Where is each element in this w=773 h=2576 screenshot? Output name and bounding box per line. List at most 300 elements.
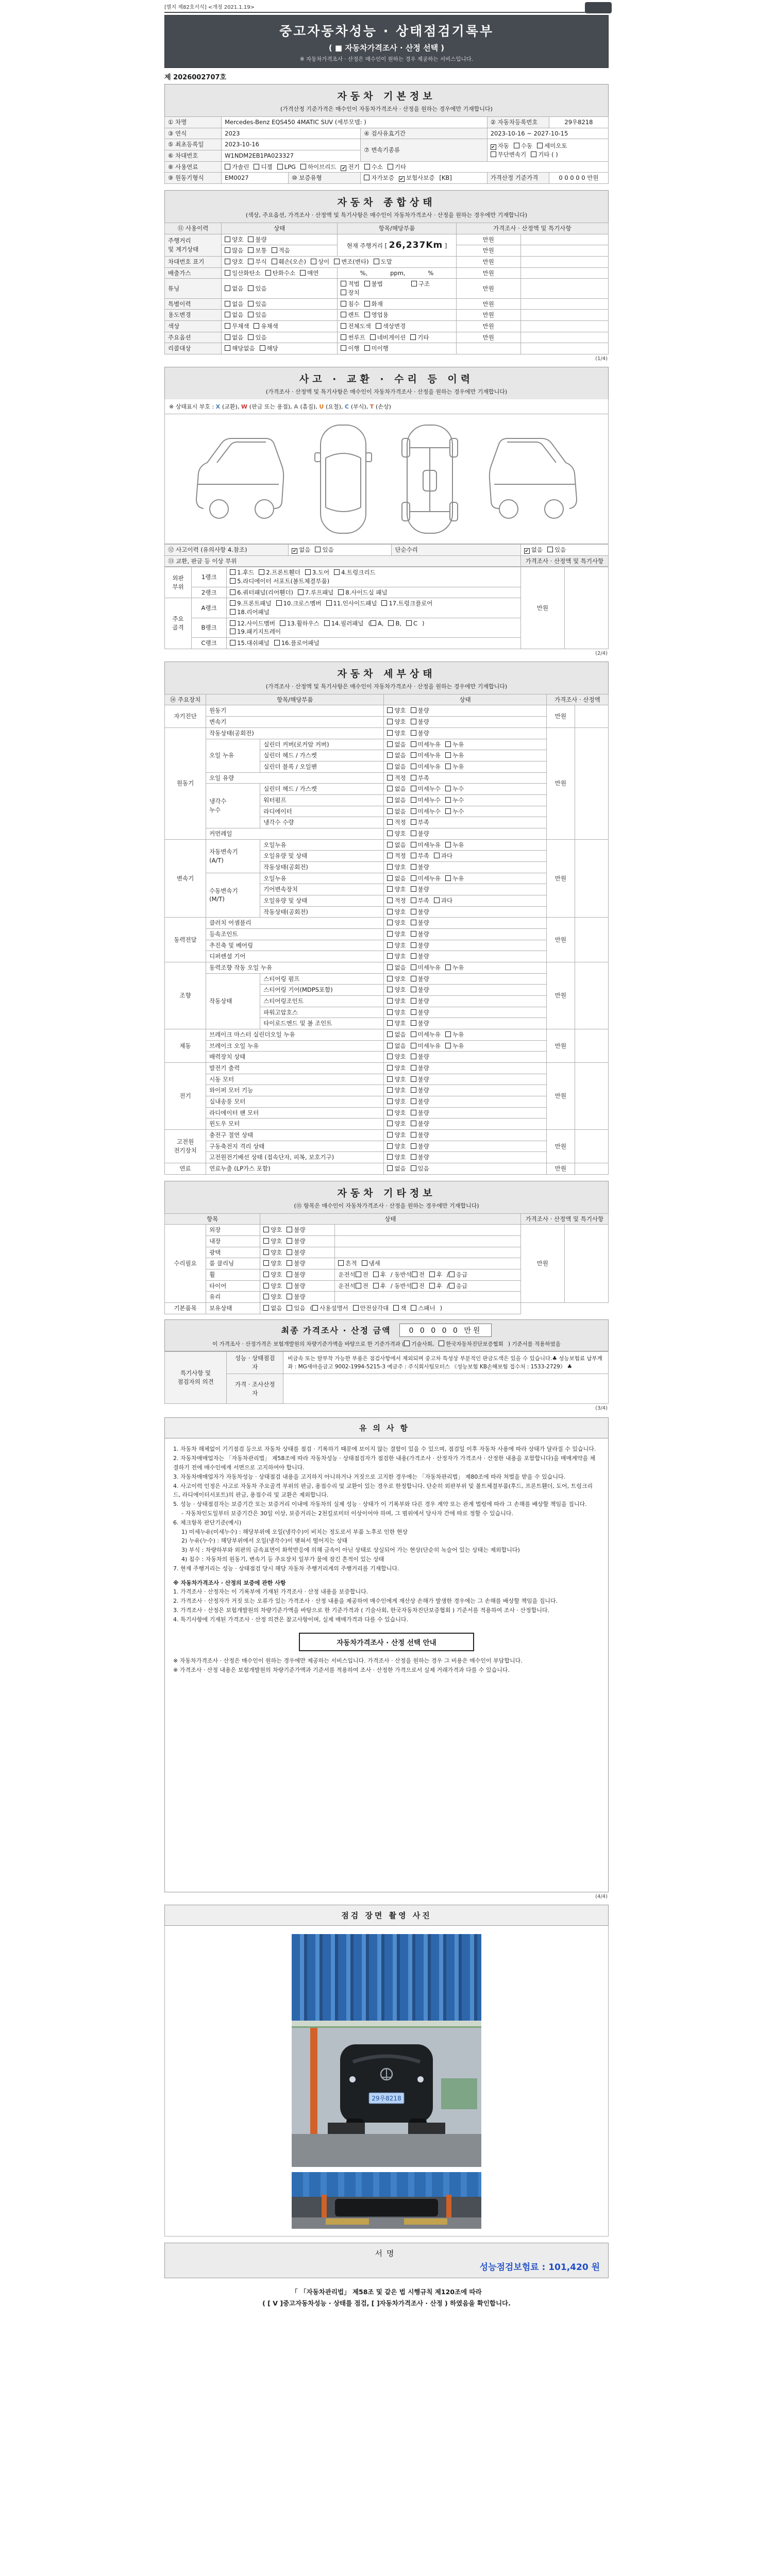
checkbox-icon[interactable] bbox=[387, 808, 393, 814]
checkbox-icon[interactable] bbox=[411, 786, 416, 791]
checkbox-icon[interactable] bbox=[429, 1272, 435, 1277]
checkbox-icon[interactable] bbox=[225, 259, 230, 264]
checkbox-icon[interactable] bbox=[411, 1098, 416, 1104]
checkbox-icon[interactable] bbox=[225, 164, 230, 170]
checkbox-icon[interactable] bbox=[364, 301, 370, 307]
checkbox-option[interactable] bbox=[387, 1053, 406, 1061]
checkbox-option[interactable] bbox=[341, 333, 365, 342]
checkbox-icon[interactable] bbox=[260, 345, 265, 351]
checkbox-icon[interactable] bbox=[356, 1272, 361, 1277]
checkbox-icon[interactable] bbox=[225, 285, 230, 291]
checkbox-option[interactable] bbox=[411, 1030, 441, 1039]
checkbox-icon[interactable] bbox=[312, 1305, 318, 1311]
checkbox-option[interactable] bbox=[298, 588, 333, 597]
checkbox-icon[interactable] bbox=[341, 345, 346, 351]
checkbox-option[interactable] bbox=[429, 1270, 442, 1279]
checkbox-icon[interactable] bbox=[248, 259, 254, 264]
checkbox-option[interactable] bbox=[225, 333, 243, 342]
checkbox-option[interactable] bbox=[254, 163, 272, 172]
checkbox-icon[interactable] bbox=[230, 609, 236, 615]
checkbox-icon[interactable] bbox=[411, 707, 416, 713]
checkbox-option[interactable] bbox=[387, 1142, 406, 1151]
checkbox-option[interactable] bbox=[287, 1304, 305, 1313]
checkbox-option[interactable] bbox=[353, 1304, 389, 1313]
checkbox-icon[interactable] bbox=[381, 600, 387, 606]
checkbox-icon[interactable] bbox=[248, 236, 254, 242]
checkbox-icon[interactable] bbox=[376, 323, 381, 329]
checkbox-option[interactable] bbox=[263, 1226, 282, 1234]
checkbox-option[interactable] bbox=[276, 599, 322, 608]
checkbox-option[interactable] bbox=[411, 975, 429, 984]
checkbox-icon[interactable] bbox=[254, 164, 259, 170]
checkbox-option[interactable] bbox=[411, 852, 429, 860]
checkbox-option[interactable] bbox=[254, 322, 278, 331]
checkbox-icon[interactable] bbox=[287, 1283, 292, 1289]
checkbox-option[interactable] bbox=[412, 1270, 425, 1279]
checkbox-option[interactable] bbox=[225, 322, 249, 331]
checkbox-icon[interactable] bbox=[411, 1076, 416, 1082]
checkbox-icon[interactable] bbox=[263, 1227, 269, 1232]
checkbox-option[interactable] bbox=[388, 163, 406, 172]
checkbox-icon[interactable] bbox=[387, 831, 393, 836]
checkbox-option[interactable] bbox=[387, 1008, 406, 1017]
checkbox-icon[interactable] bbox=[311, 259, 316, 264]
checkbox-icon[interactable] bbox=[411, 864, 416, 870]
checkbox-icon[interactable] bbox=[387, 976, 393, 981]
checkbox-icon[interactable] bbox=[387, 964, 393, 970]
checkbox-option[interactable] bbox=[411, 1120, 429, 1128]
checkbox-icon[interactable] bbox=[338, 1260, 344, 1266]
checkbox-icon[interactable] bbox=[334, 569, 340, 575]
checkbox-option[interactable] bbox=[439, 1340, 503, 1348]
checkbox-option[interactable] bbox=[387, 762, 406, 771]
checkbox-option[interactable] bbox=[265, 269, 295, 278]
checkbox-icon[interactable] bbox=[387, 730, 393, 736]
checkbox-icon[interactable] bbox=[225, 270, 230, 276]
checkbox-icon[interactable] bbox=[225, 236, 230, 242]
checkbox-icon[interactable] bbox=[387, 797, 393, 803]
checkbox-icon[interactable] bbox=[324, 620, 330, 626]
checkbox-option[interactable] bbox=[387, 1131, 406, 1140]
checkbox-icon[interactable] bbox=[445, 741, 451, 747]
checkbox-icon[interactable] bbox=[248, 312, 254, 317]
checkbox-icon[interactable] bbox=[230, 589, 236, 595]
checkbox-option[interactable] bbox=[434, 852, 452, 860]
checkbox-icon[interactable] bbox=[230, 629, 236, 634]
checkbox-icon[interactable] bbox=[387, 1054, 393, 1059]
checkbox-option[interactable] bbox=[387, 841, 406, 850]
checkbox-option[interactable] bbox=[364, 300, 383, 309]
checkbox-icon[interactable] bbox=[445, 752, 451, 758]
checkbox-option[interactable] bbox=[263, 1270, 282, 1279]
checkbox-option[interactable] bbox=[387, 908, 406, 917]
checkbox-option[interactable] bbox=[312, 1304, 348, 1313]
checkbox-option[interactable] bbox=[225, 235, 243, 244]
checkbox-icon[interactable] bbox=[298, 589, 304, 595]
checkbox-option[interactable] bbox=[338, 588, 387, 597]
checkbox-option[interactable] bbox=[326, 599, 377, 608]
checkbox-icon[interactable] bbox=[263, 1238, 269, 1244]
checkbox-option[interactable] bbox=[411, 1164, 429, 1173]
checkbox-option[interactable] bbox=[248, 333, 266, 342]
checkbox-icon[interactable] bbox=[531, 151, 536, 157]
checkbox-icon[interactable] bbox=[300, 270, 306, 276]
checkbox-option[interactable] bbox=[412, 1282, 425, 1291]
checkbox-icon[interactable] bbox=[374, 259, 379, 264]
checkbox-option[interactable] bbox=[230, 588, 293, 597]
checkbox-option[interactable] bbox=[434, 896, 452, 905]
checkbox-option[interactable] bbox=[311, 258, 329, 266]
checkbox-icon[interactable] bbox=[387, 953, 393, 959]
checkbox-icon[interactable] bbox=[491, 151, 496, 157]
checkbox-icon[interactable] bbox=[411, 920, 416, 925]
checkbox-option[interactable] bbox=[373, 1282, 386, 1291]
checkbox-option[interactable] bbox=[248, 284, 266, 293]
checkbox-option[interactable] bbox=[411, 1053, 429, 1061]
checkbox-icon[interactable] bbox=[411, 976, 416, 981]
checkbox-icon[interactable] bbox=[364, 312, 370, 317]
checkbox-option[interactable] bbox=[411, 796, 441, 805]
checkbox-icon[interactable] bbox=[411, 752, 416, 758]
checkbox-icon[interactable] bbox=[411, 1143, 416, 1149]
checkbox-option[interactable] bbox=[387, 718, 406, 726]
checkbox-option[interactable] bbox=[411, 280, 430, 289]
checkbox-icon[interactable] bbox=[411, 1009, 416, 1015]
checkbox-option[interactable] bbox=[411, 762, 441, 771]
checkbox-icon[interactable] bbox=[410, 334, 416, 340]
checkbox-option[interactable] bbox=[411, 1109, 429, 1117]
checkbox-icon[interactable] bbox=[446, 1271, 455, 1279]
checkbox-icon[interactable] bbox=[387, 942, 393, 948]
checkbox-icon[interactable] bbox=[353, 1305, 359, 1311]
checkbox-icon[interactable] bbox=[225, 334, 230, 340]
checkbox-option[interactable] bbox=[263, 1293, 282, 1301]
checkbox-icon[interactable] bbox=[248, 301, 254, 307]
checkbox-option[interactable] bbox=[387, 963, 406, 972]
checkbox-option[interactable] bbox=[387, 874, 406, 883]
checkbox-option[interactable] bbox=[356, 1282, 368, 1291]
checkbox-icon[interactable] bbox=[259, 569, 264, 575]
checkbox-option[interactable] bbox=[248, 311, 266, 319]
checkbox-option[interactable] bbox=[411, 718, 429, 726]
checkbox-icon[interactable] bbox=[387, 1031, 393, 1037]
checkbox-option[interactable] bbox=[445, 740, 464, 749]
checkbox-option[interactable] bbox=[411, 729, 429, 738]
checkbox-option[interactable] bbox=[393, 1304, 406, 1313]
checkbox-option[interactable] bbox=[387, 919, 406, 927]
checkbox-option[interactable] bbox=[387, 997, 406, 1006]
checkbox-option[interactable] bbox=[387, 796, 406, 805]
checkbox-option[interactable] bbox=[411, 1064, 429, 1073]
checkbox-option[interactable] bbox=[287, 1270, 305, 1279]
checkbox-option[interactable] bbox=[230, 639, 270, 648]
checkbox-icon[interactable] bbox=[387, 719, 393, 724]
checkbox-checked-icon[interactable] bbox=[399, 176, 405, 182]
checkbox-icon[interactable] bbox=[230, 620, 236, 626]
checkbox-icon[interactable] bbox=[411, 875, 416, 881]
checkbox-option[interactable] bbox=[411, 706, 429, 715]
checkbox-icon[interactable] bbox=[387, 853, 393, 858]
checkbox-icon[interactable] bbox=[387, 1020, 393, 1026]
checkbox-option[interactable] bbox=[300, 269, 318, 278]
checkbox-option[interactable] bbox=[248, 258, 266, 266]
checkbox-option[interactable] bbox=[387, 1153, 406, 1162]
checkbox-option[interactable] bbox=[287, 1282, 305, 1291]
checkbox-icon[interactable] bbox=[277, 164, 283, 170]
checkbox-icon[interactable] bbox=[411, 281, 417, 286]
checkbox-icon[interactable] bbox=[230, 569, 236, 575]
checkbox-option[interactable] bbox=[371, 619, 384, 628]
checkbox-option[interactable] bbox=[491, 142, 509, 150]
checkbox-icon[interactable] bbox=[404, 1341, 410, 1346]
checkbox-icon[interactable] bbox=[411, 886, 416, 892]
checkbox-icon[interactable] bbox=[411, 741, 416, 747]
checkbox-option[interactable] bbox=[248, 235, 266, 244]
checkbox-option[interactable] bbox=[387, 729, 406, 738]
checkbox-option[interactable] bbox=[387, 751, 406, 760]
checkbox-option[interactable] bbox=[356, 1270, 368, 1279]
checkbox-icon[interactable] bbox=[263, 1260, 269, 1266]
checkbox-icon[interactable] bbox=[445, 1031, 451, 1037]
checkbox-icon[interactable] bbox=[411, 1110, 416, 1115]
checkbox-icon[interactable] bbox=[364, 164, 370, 170]
checkbox-icon[interactable] bbox=[254, 323, 259, 329]
checkbox-option[interactable] bbox=[248, 300, 266, 309]
checkbox-icon[interactable] bbox=[263, 1305, 269, 1311]
checkbox-icon[interactable] bbox=[387, 987, 393, 992]
checkbox-option[interactable] bbox=[387, 1097, 406, 1106]
checkbox-option[interactable] bbox=[411, 1075, 429, 1084]
checkbox-icon[interactable] bbox=[387, 842, 393, 848]
checkbox-option[interactable] bbox=[263, 1282, 282, 1291]
checkbox-option[interactable] bbox=[387, 1109, 406, 1117]
checkbox-icon[interactable] bbox=[387, 819, 393, 825]
checkbox-option[interactable] bbox=[411, 1153, 429, 1162]
checkbox-option[interactable] bbox=[406, 619, 417, 628]
checkbox-icon[interactable] bbox=[411, 831, 416, 836]
checkbox-icon[interactable] bbox=[341, 312, 346, 317]
checkbox-icon[interactable] bbox=[230, 600, 236, 606]
checkbox-option[interactable] bbox=[387, 863, 406, 872]
checkbox-icon[interactable] bbox=[411, 1121, 416, 1126]
checkbox-option[interactable] bbox=[225, 344, 255, 353]
checkbox-icon[interactable] bbox=[248, 285, 254, 291]
checkbox-option[interactable] bbox=[411, 919, 429, 927]
checkbox-option[interactable] bbox=[445, 1042, 464, 1050]
checkbox-icon[interactable] bbox=[387, 775, 393, 781]
checkbox-icon[interactable] bbox=[445, 786, 451, 791]
checkbox-icon[interactable] bbox=[387, 1121, 393, 1126]
checkbox-icon[interactable] bbox=[445, 797, 451, 803]
checkbox-option[interactable] bbox=[376, 322, 406, 331]
checkbox-option[interactable] bbox=[324, 619, 364, 628]
checkbox-option[interactable] bbox=[305, 568, 329, 577]
checkbox-option[interactable] bbox=[445, 796, 464, 805]
checkbox-option[interactable] bbox=[411, 1131, 429, 1140]
checkbox-checked-icon[interactable] bbox=[524, 548, 530, 554]
checkbox-icon[interactable] bbox=[287, 1238, 292, 1244]
checkbox-icon[interactable] bbox=[373, 1283, 379, 1289]
checkbox-option[interactable] bbox=[411, 829, 429, 838]
checkbox-icon[interactable] bbox=[411, 719, 416, 724]
checkbox-icon[interactable] bbox=[387, 875, 393, 881]
checkbox-icon[interactable] bbox=[445, 1043, 451, 1048]
checkbox-icon[interactable] bbox=[373, 1272, 379, 1277]
checkbox-option[interactable] bbox=[225, 246, 243, 255]
checkbox-icon[interactable] bbox=[287, 1227, 292, 1232]
checkbox-option[interactable] bbox=[387, 807, 406, 816]
checkbox-option[interactable] bbox=[399, 174, 435, 182]
checkbox-icon[interactable] bbox=[445, 875, 451, 881]
checkbox-icon[interactable] bbox=[387, 707, 393, 713]
checkbox-icon[interactable] bbox=[387, 741, 393, 747]
checkbox-icon[interactable] bbox=[315, 547, 321, 552]
checkbox-option[interactable] bbox=[341, 289, 359, 297]
checkbox-option[interactable] bbox=[373, 1270, 386, 1279]
checkbox-option[interactable] bbox=[387, 852, 406, 860]
checkbox-icon[interactable] bbox=[280, 620, 285, 626]
checkbox-option[interactable] bbox=[263, 1237, 282, 1246]
checkbox-option[interactable] bbox=[429, 1282, 442, 1291]
checkbox-icon[interactable] bbox=[230, 640, 236, 646]
checkbox-option[interactable] bbox=[411, 908, 429, 917]
checkbox-option[interactable] bbox=[334, 568, 376, 577]
checkbox-option[interactable] bbox=[263, 1259, 282, 1268]
checkbox-option[interactable] bbox=[387, 941, 406, 950]
checkbox-icon[interactable] bbox=[387, 1087, 393, 1093]
checkbox-icon[interactable] bbox=[263, 1249, 269, 1255]
checkbox-option[interactable] bbox=[230, 568, 254, 577]
checkbox-icon[interactable] bbox=[411, 853, 416, 858]
checkbox-icon[interactable] bbox=[305, 569, 311, 575]
checkbox-option[interactable] bbox=[338, 1259, 357, 1268]
checkbox-icon[interactable] bbox=[387, 1098, 393, 1104]
checkbox-option[interactable] bbox=[411, 863, 429, 872]
checkbox-icon[interactable] bbox=[411, 797, 416, 803]
checkbox-option[interactable] bbox=[230, 619, 275, 628]
checkbox-option[interactable] bbox=[411, 740, 441, 749]
checkbox-option[interactable] bbox=[404, 1340, 434, 1348]
checkbox-option[interactable] bbox=[274, 639, 320, 648]
checkbox-option[interactable] bbox=[411, 751, 441, 760]
checkbox-checked-icon[interactable] bbox=[491, 144, 496, 150]
checkbox-icon[interactable] bbox=[446, 1282, 455, 1290]
checkbox-checked-icon[interactable] bbox=[292, 548, 297, 554]
checkbox-option[interactable] bbox=[230, 628, 281, 636]
checkbox-icon[interactable] bbox=[387, 1076, 393, 1082]
checkbox-option[interactable] bbox=[387, 952, 406, 961]
checkbox-icon[interactable] bbox=[287, 1249, 292, 1255]
checkbox-option[interactable] bbox=[387, 1086, 406, 1095]
checkbox-icon[interactable] bbox=[334, 259, 340, 264]
checkbox-option[interactable] bbox=[514, 142, 532, 150]
checkbox-icon[interactable] bbox=[276, 600, 282, 606]
checkbox-icon[interactable] bbox=[434, 853, 440, 858]
checkbox-icon[interactable] bbox=[411, 1154, 416, 1160]
checkbox-icon[interactable] bbox=[412, 1283, 417, 1289]
checkbox-icon[interactable] bbox=[411, 1031, 416, 1037]
checkbox-icon[interactable] bbox=[287, 1305, 292, 1311]
checkbox-option[interactable] bbox=[225, 311, 243, 319]
checkbox-option[interactable] bbox=[411, 841, 441, 850]
checkbox-icon[interactable] bbox=[387, 1165, 393, 1171]
checkbox-option[interactable] bbox=[287, 1293, 305, 1301]
checkbox-icon[interactable] bbox=[341, 281, 346, 286]
checkbox-option[interactable] bbox=[411, 930, 429, 939]
checkbox-option[interactable] bbox=[387, 774, 406, 783]
checkbox-icon[interactable] bbox=[387, 897, 393, 903]
checkbox-icon[interactable] bbox=[387, 1009, 393, 1015]
checkbox-icon[interactable] bbox=[263, 1294, 269, 1299]
checkbox-icon[interactable] bbox=[341, 290, 346, 295]
checkbox-option[interactable] bbox=[445, 785, 464, 793]
checkbox-option[interactable] bbox=[446, 1270, 468, 1279]
checkbox-option[interactable] bbox=[300, 163, 337, 172]
checkbox-option[interactable] bbox=[411, 1042, 441, 1050]
checkbox-option[interactable] bbox=[263, 1304, 282, 1313]
checkbox-option[interactable] bbox=[387, 829, 406, 838]
checkbox-icon[interactable] bbox=[362, 1260, 367, 1266]
checkbox-option[interactable] bbox=[445, 841, 464, 850]
checkbox-icon[interactable] bbox=[411, 1054, 416, 1059]
checkbox-icon[interactable] bbox=[411, 1043, 416, 1048]
checkbox-icon[interactable] bbox=[387, 1043, 393, 1048]
checkbox-icon[interactable] bbox=[411, 942, 416, 948]
checkbox-icon[interactable] bbox=[411, 964, 416, 970]
checkbox-icon[interactable] bbox=[225, 247, 230, 253]
checkbox-icon[interactable] bbox=[514, 143, 519, 148]
checkbox-option[interactable] bbox=[411, 963, 441, 972]
checkbox-option[interactable] bbox=[411, 986, 429, 994]
checkbox-option[interactable] bbox=[411, 941, 429, 950]
checkbox-option[interactable] bbox=[287, 1259, 305, 1268]
checkbox-option[interactable] bbox=[387, 740, 406, 749]
checkbox-icon[interactable] bbox=[411, 931, 416, 937]
checkbox-icon[interactable] bbox=[387, 931, 393, 937]
checkbox-icon[interactable] bbox=[411, 953, 416, 959]
checkbox-option[interactable] bbox=[230, 608, 270, 617]
checkbox-icon[interactable] bbox=[411, 775, 416, 781]
checkbox-option[interactable] bbox=[370, 333, 406, 342]
checkbox-icon[interactable] bbox=[263, 1283, 269, 1289]
checkbox-option[interactable] bbox=[411, 1142, 429, 1151]
checkbox-icon[interactable] bbox=[225, 312, 230, 317]
checkbox-icon[interactable] bbox=[387, 864, 393, 870]
checkbox-option[interactable] bbox=[411, 1097, 429, 1106]
checkbox-option[interactable] bbox=[445, 874, 464, 883]
checkbox-option[interactable] bbox=[341, 300, 359, 309]
checkbox-option[interactable] bbox=[277, 163, 296, 172]
checkbox-icon[interactable] bbox=[387, 1143, 393, 1149]
checkbox-option[interactable] bbox=[387, 1120, 406, 1128]
checkbox-option[interactable] bbox=[364, 280, 383, 289]
checkbox-icon[interactable] bbox=[248, 247, 254, 253]
checkbox-option[interactable] bbox=[248, 246, 266, 255]
checkbox-option[interactable] bbox=[411, 1304, 435, 1313]
checkbox-icon[interactable] bbox=[411, 1165, 416, 1171]
checkbox-icon[interactable] bbox=[338, 589, 344, 595]
checkbox-option[interactable] bbox=[280, 619, 320, 628]
checkbox-option[interactable] bbox=[411, 1086, 429, 1095]
checkbox-icon[interactable] bbox=[263, 1272, 269, 1277]
checkbox-icon[interactable] bbox=[411, 998, 416, 1004]
checkbox-option[interactable] bbox=[445, 751, 464, 760]
checkbox-icon[interactable] bbox=[411, 987, 416, 992]
checkbox-option[interactable] bbox=[225, 163, 249, 172]
checkbox-icon[interactable] bbox=[387, 764, 393, 769]
checkbox-option[interactable] bbox=[411, 896, 429, 905]
checkbox-option[interactable] bbox=[387, 785, 406, 793]
